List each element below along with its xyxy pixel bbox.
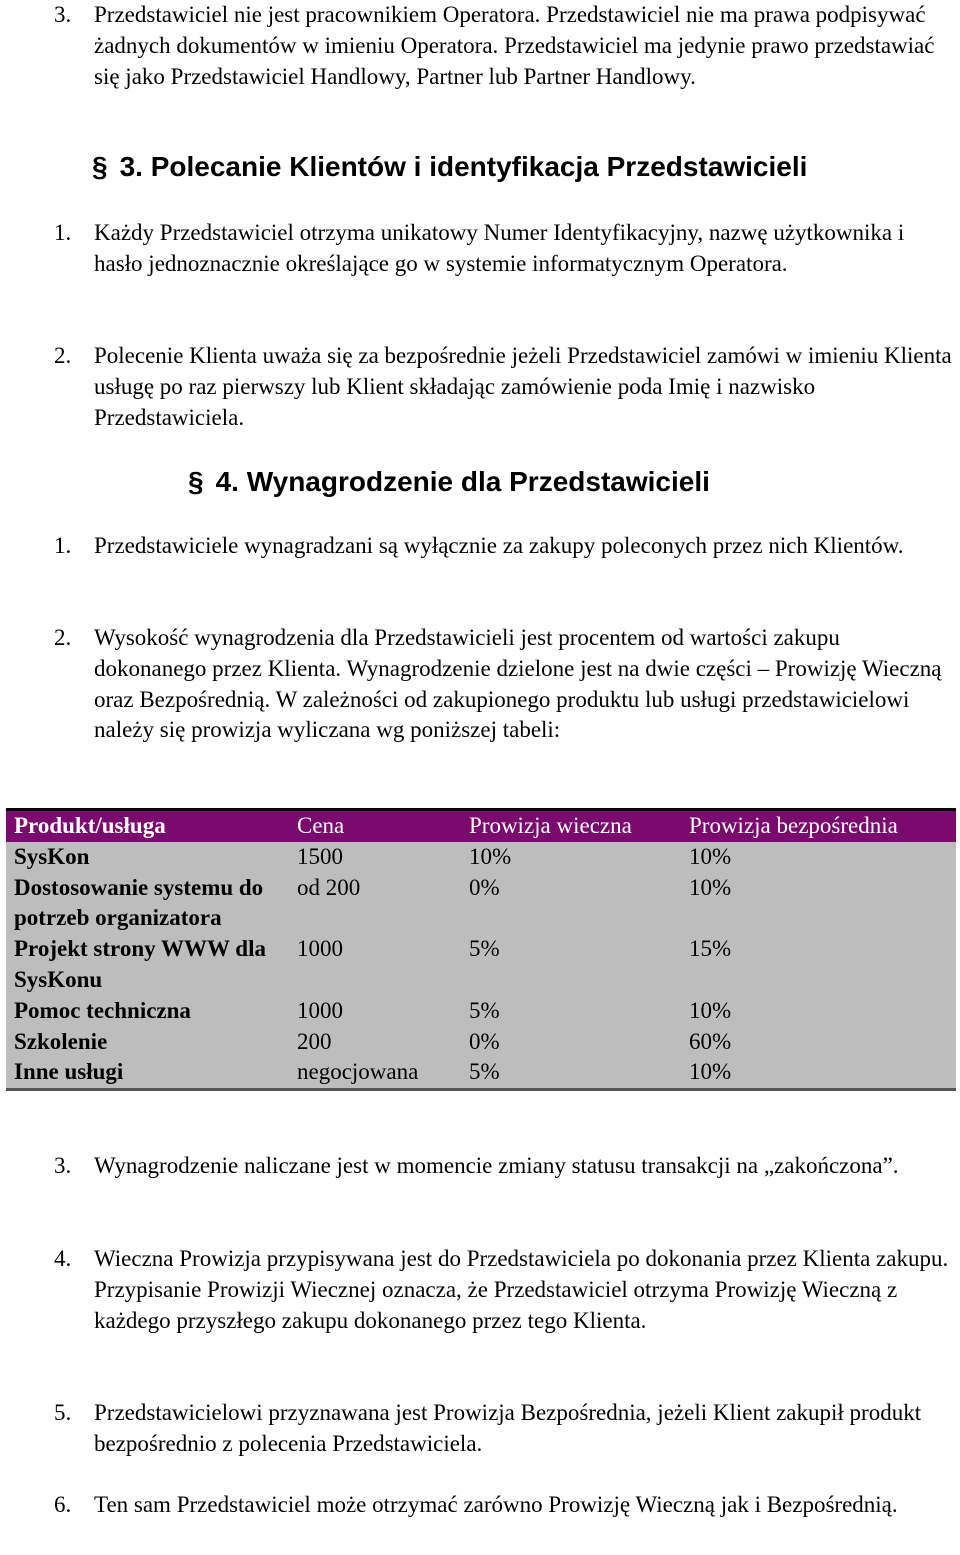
list-number: 2.	[54, 625, 72, 650]
cell-product: Szkolenie	[14, 1028, 108, 1054]
table-row	[6, 873, 956, 935]
cell-price: negocjowana	[297, 1059, 419, 1085]
cell-perpetual: 5%	[469, 936, 500, 962]
commission-table	[6, 808, 956, 1091]
cell-product: Dostosowanie systemu do potrzeb organizatora	[14, 874, 264, 931]
list-text: Wynagrodzenie naliczane jest w momencie zmiany statusu transakcji na „zakończona”.	[94, 1153, 899, 1178]
cell-direct: 10%	[689, 843, 732, 869]
cell-perpetual: 0%	[469, 874, 500, 900]
header-perpetual-commission: Prowizja wieczna	[469, 813, 632, 838]
list-number: 3.	[54, 2, 72, 27]
cell-direct: 60%	[689, 1028, 732, 1054]
cell-price: 1500	[297, 843, 343, 869]
table-row	[6, 996, 956, 1027]
list-number: 3.	[54, 1153, 72, 1178]
list-text: Wysokość wynagrodzenia dla Przedstawicieli jest procentem od wartości zakupu dokonanego przez Klienta. Wynagrodzenie dzielone jest na dwie części – Prowizję Wieczną oraz Bezpośrednią. W zależności od zakupionego produktu lub usługi przedstawicielowi należy się prowizja wyliczana wg poniższej tabeli:	[94, 625, 942, 743]
cell-price: 200	[297, 1028, 332, 1054]
cell-price: 1000	[297, 997, 343, 1023]
section-symbol: §	[92, 151, 108, 182]
list-text: Ten sam Przedstawiciel może otrzymać zarówno Prowizję Wieczną jak i Bezpośrednią.	[94, 1492, 898, 1517]
list-number: 1.	[54, 220, 72, 245]
list-text: Wieczna Prowizja przypisywana jest do Przedstawiciela po dokonania przez Klienta zakupu. Przypisanie Prowizji Wiecznej oznacza, że Przedstawiciel otrzyma Prowizję Wieczną z każdego przyszłego zakupu dokonanego przez tego Klienta.	[94, 1246, 949, 1333]
cell-direct: 10%	[689, 1059, 732, 1085]
table-header-row	[6, 810, 956, 842]
list-text: Każdy Przedstawiciel otrzyma unikatowy Numer Identyfikacyjny, nazwę użytkownika i hasło jednoznacznie określające go w systemie informatycznym Operatora.	[94, 220, 905, 276]
list-number: 6.	[54, 1492, 72, 1517]
section-symbol: §	[188, 466, 204, 497]
cell-price: 1000	[297, 936, 343, 962]
cell-product: Inne usługi	[14, 1059, 124, 1085]
cell-perpetual: 5%	[469, 997, 500, 1023]
list-text: Polecenie Klienta uważa się za bezpośrednie jeżeli Przedstawiciel zamówi w imieniu Klienta usługę po raz pierwszy lub Klient składając zamówienie poda Imię i nazwisko Przedstawiciela.	[94, 343, 952, 430]
header-price: Cena	[297, 813, 345, 838]
list-text: Przedstawiciele wynagradzani są wyłącznie za zakupy poleconych przez nich Klientów.	[94, 533, 904, 558]
cell-perpetual: 0%	[469, 1028, 500, 1054]
list-text: Przedstawicielowi przyznawana jest Prowizja Bezpośrednia, jeżeli Klient zakupił produkt bezpośrednio z polecenia Przedstawiciela.	[94, 1400, 922, 1456]
table-row	[6, 934, 956, 996]
section-3-title: 3. Polecanie Klientów i identyfikacja Przedstawicieli	[119, 151, 808, 182]
cell-direct: 15%	[689, 936, 732, 962]
section-4-heading	[188, 465, 710, 499]
table-row	[6, 1057, 956, 1089]
cell-product: Pomoc techniczna	[14, 997, 191, 1023]
cell-product: SysKon	[14, 843, 90, 869]
table-row	[6, 1027, 956, 1058]
list-number: 1.	[54, 533, 72, 558]
cell-perpetual: 5%	[469, 1059, 500, 1085]
list-number: 2.	[54, 343, 72, 368]
cell-product: Projekt strony WWW dla SysKonu	[14, 936, 266, 992]
header-direct-commission: Prowizja bezpośrednia	[689, 813, 898, 838]
cell-perpetual: 10%	[469, 843, 512, 869]
list-text: Przedstawiciel nie jest pracownikiem Operatora. Przedstawiciel nie ma prawa podpisywać żadnych dokumentów w imieniu Operatora. Przedstawiciel ma jedynie prawo przedstawiać się jako Przedstawiciel Handlowy, Partner lub Partner Handlowy.	[94, 2, 935, 89]
section-4-title: 4. Wynagrodzenie dla Przedstawicieli	[215, 466, 710, 497]
cell-price: od 200	[297, 874, 361, 900]
header-product: Produkt/usługa	[14, 813, 166, 838]
list-number: 5.	[54, 1400, 72, 1425]
section-3-heading	[92, 150, 807, 184]
table-row	[6, 842, 956, 873]
cell-direct: 10%	[689, 997, 732, 1023]
cell-direct: 10%	[689, 874, 732, 900]
list-number: 4.	[54, 1246, 72, 1271]
